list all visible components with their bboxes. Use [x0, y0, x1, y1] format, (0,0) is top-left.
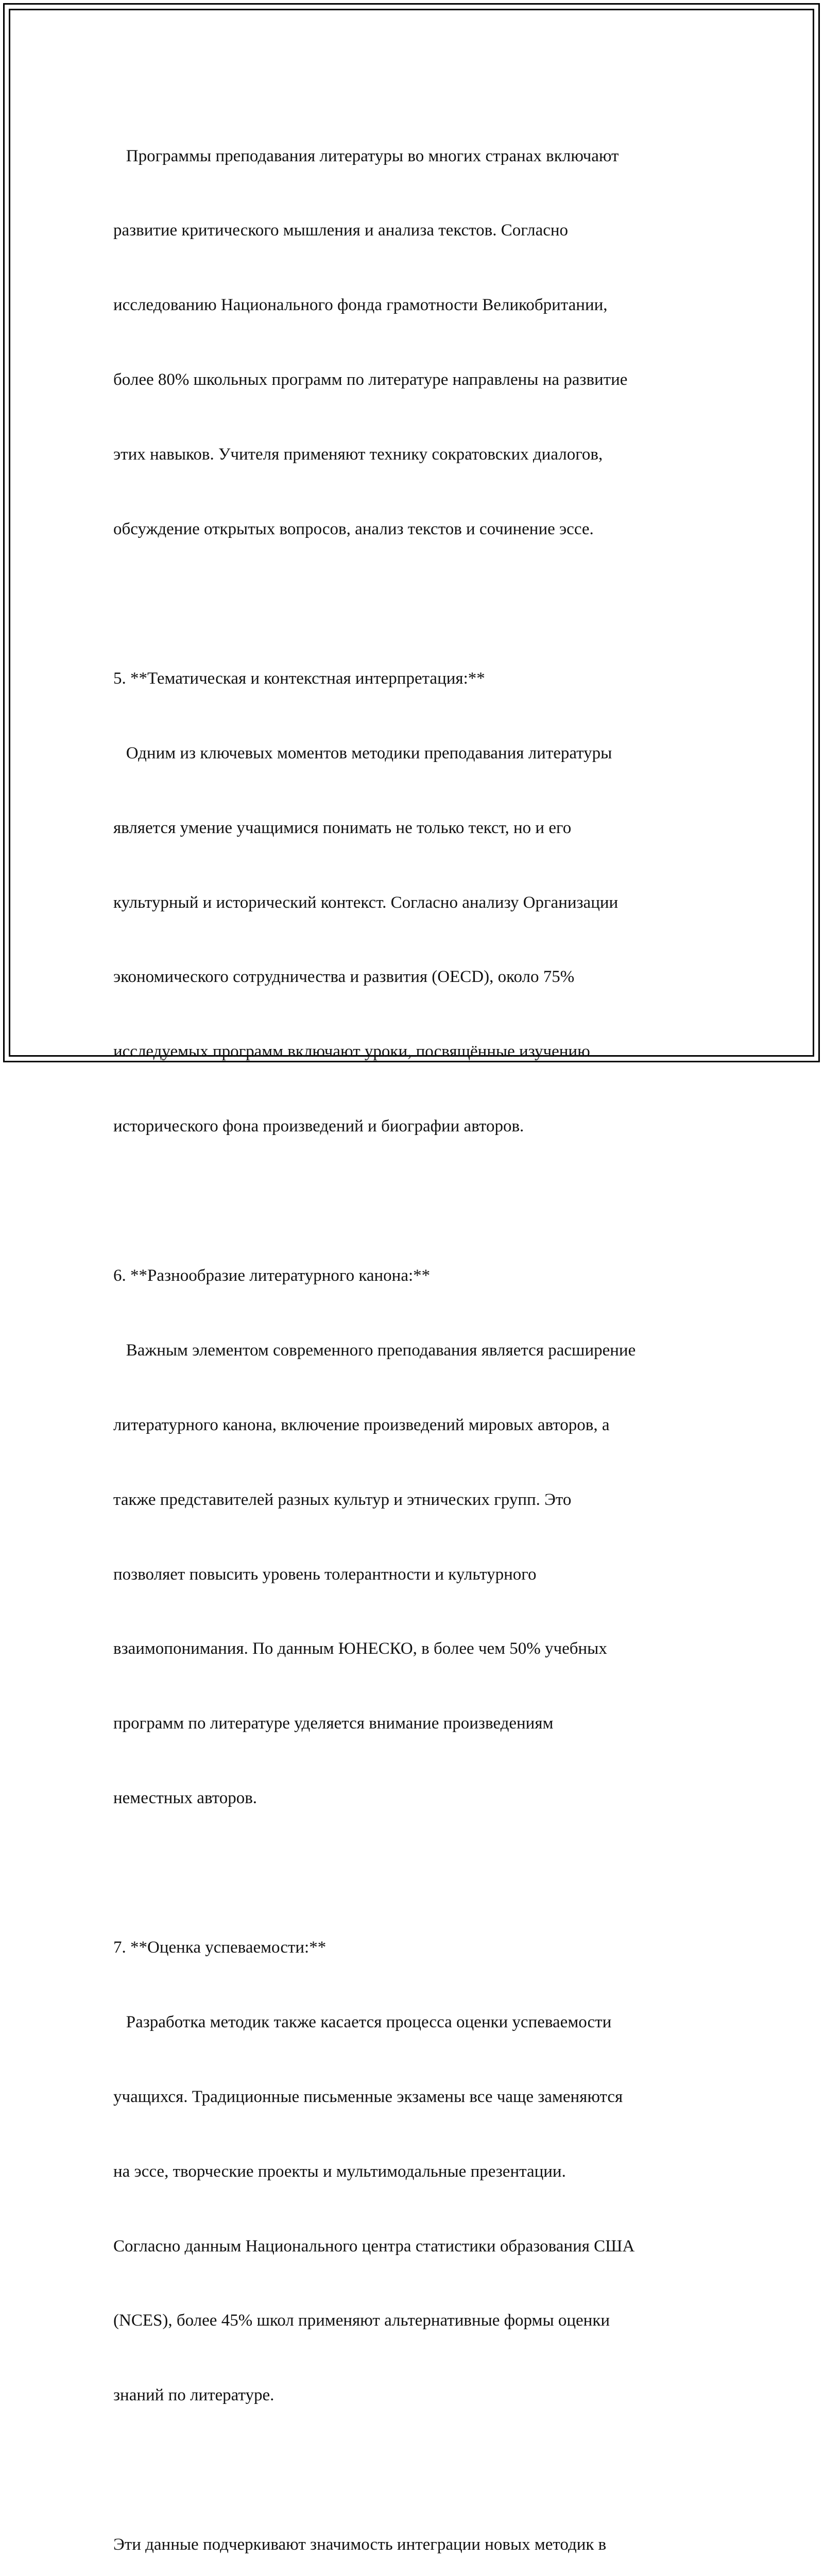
text-line: также представителей разных культур и этнических групп. Это [113, 1487, 721, 1512]
text-line: является умение учащимися понимать не только текст, но и его [113, 816, 721, 840]
text-line: Важным элементом современного преподавания является расширение [113, 1338, 721, 1363]
text-line: Разработка методик также касается процесса оценки успеваемости [113, 2010, 721, 2035]
conclusion-paragraph [113, 2483, 721, 2576]
text-line: литературного канона, включение произведений мировых авторов, а [113, 1413, 721, 1437]
intro-paragraph [113, 94, 721, 591]
text-line: исторического фона произведений и биографии авторов. [113, 1114, 721, 1139]
text-line: (NCES), более 45% школ применяют альтернативные формы оценки [113, 2308, 721, 2333]
text-line: культурный и исторический контекст. Согласно анализу Организации [113, 890, 721, 915]
text-line: программ по литературе уделяется внимание произведениям [113, 1711, 721, 1736]
text-line: взаимопонимания. По данным ЮНЕСКО, в более чем 50% учебных [113, 1636, 721, 1661]
section-7 [113, 1885, 721, 2458]
paragraph-gap [113, 2458, 721, 2482]
text-line: Программы преподавания литературы во многих странах включают [113, 144, 721, 168]
text-line: Эти данные подчеркивают значимость интеграции новых методик в [113, 2532, 721, 2557]
section-heading: 6. **Разнообразие литературного канона:** [113, 1263, 721, 1288]
text-line: экономического сотрудничества и развития (OECD), около 75% [113, 964, 721, 989]
text-line: более 80% школьных программ по литературе направлены на развитие [113, 367, 721, 392]
section-heading: 7. **Оценка успеваемости:** [113, 1935, 721, 1960]
text-line: позволяет повысить уровень толерантности и культурного [113, 1562, 721, 1587]
section-5 [113, 616, 721, 1189]
paragraph-gap [113, 1189, 721, 1213]
text-line: обсуждение открытых вопросов, анализ текстов и сочинение эссе. [113, 517, 721, 541]
document-body [113, 94, 721, 2576]
text-line: неместных авторов. [113, 1786, 721, 1810]
text-line: учащихся. Традиционные письменные экзамены все чаще заменяются [113, 2084, 721, 2109]
paragraph-gap [113, 591, 721, 616]
section-heading: 5. **Тематическая и контекстная интерпретация:** [113, 666, 721, 691]
text-line: на эссе, творческие проекты и мультимодальные презентации. [113, 2159, 721, 2184]
section-6 [113, 1213, 721, 1860]
text-line: Согласно данным Национального центра статистики образования США [113, 2234, 721, 2259]
text-line: развитие критического мышления и анализа текстов. Согласно [113, 218, 721, 243]
text-line: знаний по литературе. [113, 2383, 721, 2408]
text-line: Одним из ключевых моментов методики преподавания литературы [113, 741, 721, 766]
text-line: исследованию Национального фонда грамотности Великобритании, [113, 293, 721, 317]
text-line: этих навыков. Учителя применяют технику сократовских диалогов, [113, 442, 721, 467]
paragraph-gap [113, 1860, 721, 1885]
text-line: исследуемых программ включают уроки, посвящённые изучению [113, 1039, 721, 1064]
